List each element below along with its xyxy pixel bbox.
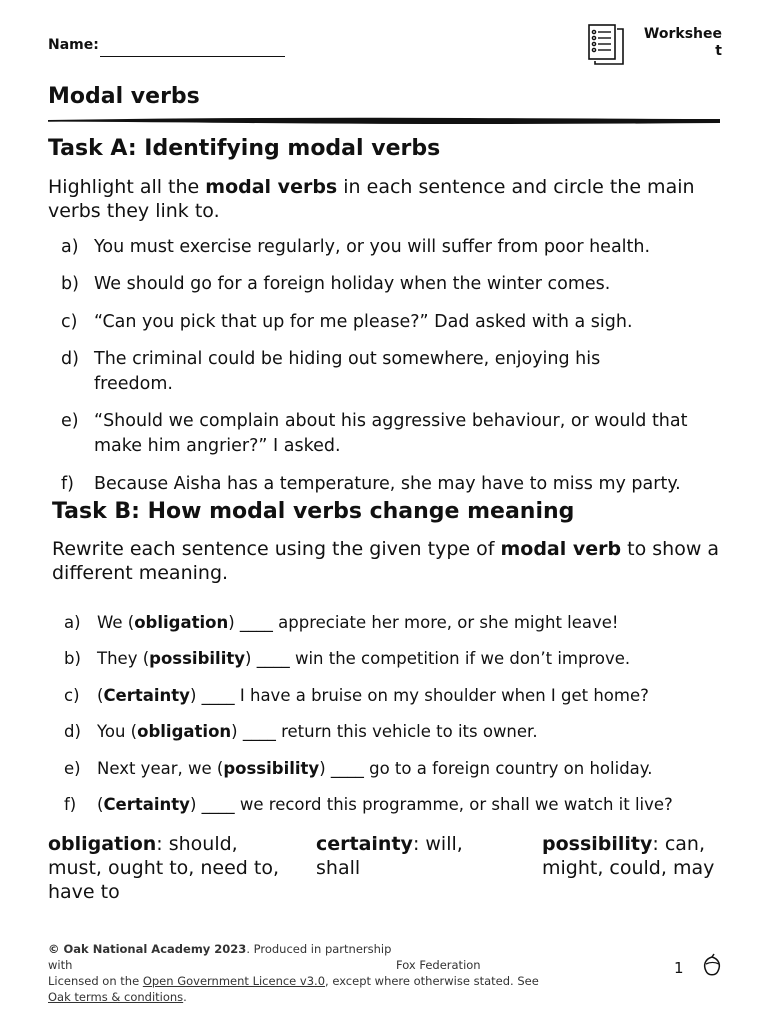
item-letter: c) — [61, 312, 78, 332]
name-input-line[interactable] — [100, 56, 285, 57]
item-text-post: ) ____ appreciate her more, or she might leave! — [228, 613, 619, 632]
worksheet-label — [632, 26, 722, 60]
item-text: Because Aisha has a temperature, she may have to miss my party. — [94, 474, 681, 494]
word-bank-term: obligation — [48, 833, 157, 855]
worksheet-icon — [586, 23, 628, 67]
acorn-icon — [700, 953, 724, 981]
footer-terms-post: . — [183, 990, 187, 1004]
task-a-item — [61, 310, 721, 335]
page-title: Modal verbs — [48, 84, 200, 109]
item-text — [97, 611, 619, 635]
item-text — [97, 684, 649, 708]
word-bank-certainty — [316, 832, 506, 880]
item-text-pre: They ( — [97, 649, 150, 668]
item-letter: b) — [64, 649, 81, 668]
item-letter: a) — [61, 237, 79, 257]
name-label: Name: — [48, 37, 99, 53]
licence-link[interactable]: Open Government Licence v3.0 — [142, 974, 326, 988]
item-text: We should go for a foreign holiday when the winter comes. — [94, 274, 611, 294]
page-number: 1 — [674, 959, 684, 977]
footer-licence-pre: Licensed on the — [48, 974, 143, 988]
item-text-post: ) ____ we record this programme, or shall we watch it live? — [189, 795, 673, 814]
item-text-bold: Certainty — [103, 686, 190, 705]
item-text — [97, 720, 538, 744]
terms-link[interactable]: Oak terms & conditions — [48, 990, 184, 1004]
footer-copyright-rest: . Produced in partnership with — [48, 942, 392, 972]
item-text — [97, 757, 652, 781]
item-text-bold: obligation — [134, 613, 229, 632]
item-text-post: ) ____ win the competition if we don’t improve. — [245, 649, 631, 668]
item-text-pre: ( — [97, 686, 104, 705]
word-bank-possibility — [542, 832, 738, 880]
word-bank-list: : can, might, could, may — [542, 833, 715, 879]
task-a-item — [61, 272, 721, 297]
task-a-item — [61, 235, 721, 260]
item-letter: c) — [64, 686, 80, 705]
word-bank-list: : will, shall — [316, 833, 463, 879]
item-text-post: ) ____ I have a bruise on my shoulder when I get home? — [189, 686, 649, 705]
worksheet-label-line2: t — [715, 43, 722, 59]
item-text-post: ) ____ return this vehicle to its owner. — [231, 722, 538, 741]
item-text-pre: Next year, we ( — [97, 759, 224, 778]
brush-rule — [48, 116, 720, 125]
item-letter: a) — [64, 613, 81, 632]
word-bank-list: : should, must, ought to, need to, have to — [48, 833, 280, 903]
item-text: You must exercise regularly, or you will suffer from poor health. — [94, 237, 651, 257]
worksheet-label-line1: Workshee — [643, 26, 722, 42]
item-text-bold: possibility — [149, 649, 246, 668]
item-text-pre: You ( — [97, 722, 138, 741]
footer-copyright — [48, 941, 408, 973]
item-text — [97, 793, 697, 817]
task-b-intro-pre: Rewrite each sentence using the given type of — [52, 538, 501, 560]
task-b-intro-post: to show a different meaning. — [52, 538, 720, 584]
item-letter: e) — [64, 759, 81, 778]
item-text — [97, 647, 630, 671]
task-a-item — [61, 347, 721, 397]
task-b-heading: Task B: How modal verbs change meaning — [52, 499, 575, 524]
task-a-intro-post: in each sentence and circle the main verbs they link to. — [48, 176, 695, 222]
item-letter: d) — [61, 349, 79, 369]
item-text-pre: We ( — [97, 613, 135, 632]
item-text-post: ) ____ go to a foreign country on holiday. — [319, 759, 653, 778]
task-b-instructions — [52, 537, 732, 585]
task-a-heading: Task A: Identifying modal verbs — [48, 136, 441, 161]
task-a-item — [61, 409, 721, 459]
footer-terms — [48, 989, 187, 1005]
task-a-intro-bold: modal verbs — [205, 176, 338, 198]
task-a-instructions — [48, 175, 728, 223]
item-text-bold: Certainty — [103, 795, 190, 814]
word-bank-term: certainty — [316, 833, 413, 855]
task-a-intro-pre: Highlight all the — [48, 176, 206, 198]
item-text-bold: obligation — [137, 722, 232, 741]
item-text: “Can you pick that up for me please?” Dad asked with a sigh. — [94, 312, 633, 332]
item-text-bold: possibility — [223, 759, 320, 778]
item-letter: d) — [64, 722, 81, 741]
footer-partner: Fox Federation — [396, 958, 481, 972]
item-text: “Should we complain about his aggressive behaviour, or would that make him angrier?” I asked. — [94, 411, 688, 456]
item-letter: f) — [64, 795, 77, 814]
item-letter: f) — [61, 474, 74, 494]
footer-licence-post: , except where otherwise stated. See — [325, 974, 539, 988]
word-bank-obligation — [48, 832, 283, 904]
footer-licence — [48, 973, 608, 989]
task-b-intro-bold: modal verb — [500, 538, 622, 560]
word-bank-term: possibility — [542, 833, 653, 855]
item-text-pre: ( — [97, 795, 104, 814]
footer-copyright-bold: © Oak National Academy 2023 — [48, 942, 247, 956]
item-letter: b) — [61, 274, 79, 294]
item-text: The criminal could be hiding out somewhere, enjoying his freedom. — [94, 349, 601, 394]
item-letter: e) — [61, 411, 79, 431]
